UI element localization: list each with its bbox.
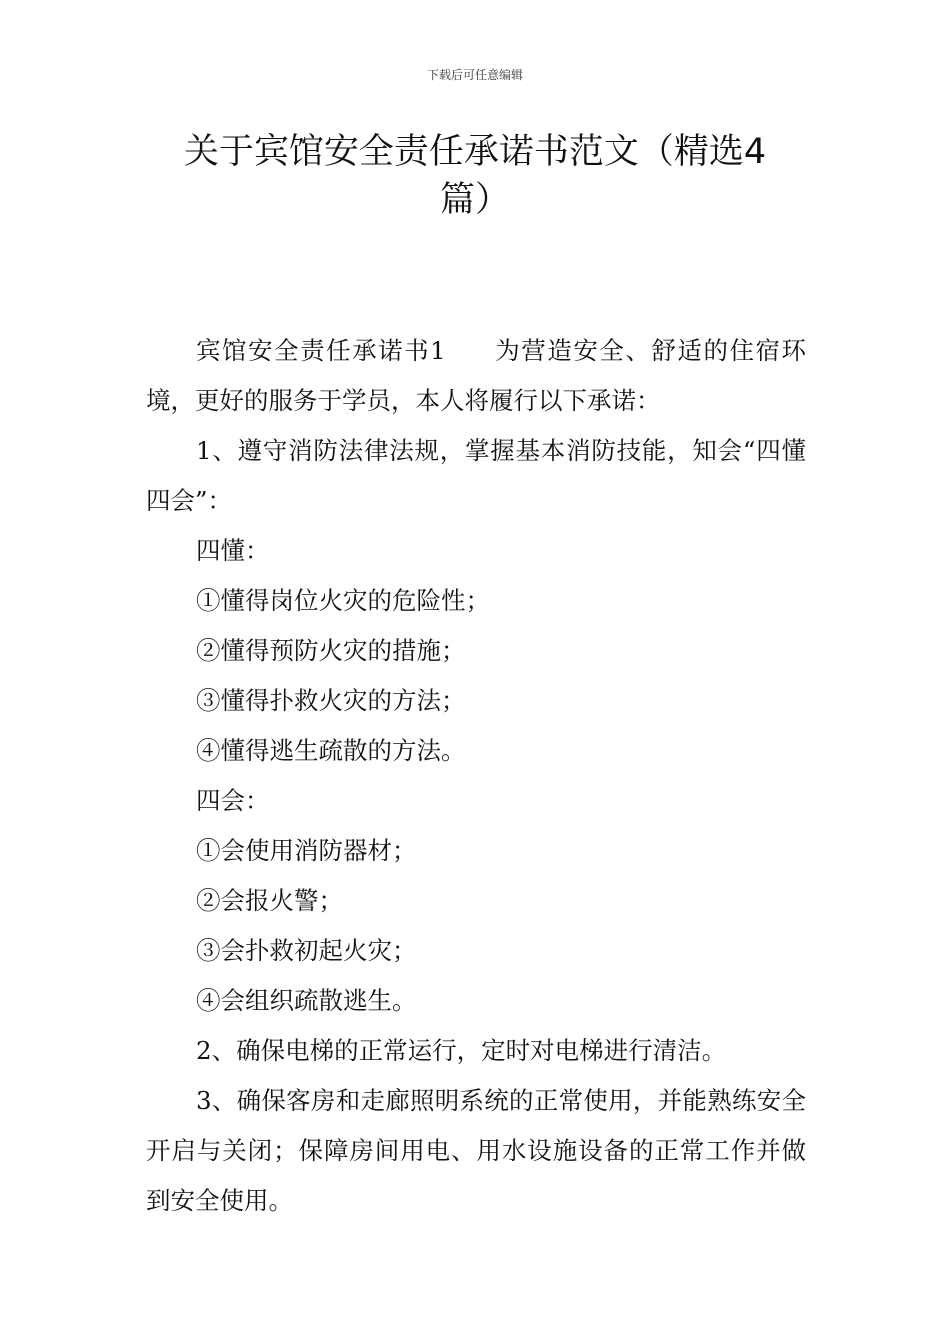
paragraph: ②懂得预防火灾的措施；	[196, 636, 466, 665]
intro-text: 为营造安全、舒适的住宿环境，更好的服务于学员，本人将履行以下承诺：	[146, 336, 806, 415]
document-title	[150, 128, 800, 224]
paragraph: 四会：	[196, 786, 270, 815]
header-note: 下载后可任意编辑	[426, 68, 523, 82]
paragraph: 1、遵守消防法律法规，掌握基本消防技能，知会“四懂四会”：	[146, 436, 806, 515]
paragraph: ③会扑救初起火灾；	[196, 936, 417, 965]
paragraph: ①会使用消防器材；	[196, 836, 417, 865]
title-line-1: 关于宾馆安全责任承诺书范文（精选4	[183, 132, 767, 172]
paragraph: 2、确保电梯的正常运行，定时对电梯进行清洁。	[196, 1036, 727, 1065]
paragraph: ④会组织疏散逃生。	[196, 986, 417, 1015]
paragraph: ③懂得扑救火灾的方法；	[196, 686, 466, 715]
paragraph: ②会报火警；	[196, 886, 343, 915]
paragraph: ④懂得逃生疏散的方法。	[196, 736, 466, 765]
title-line-2: 篇）	[439, 180, 510, 220]
section-heading: 宾馆安全责任承诺书1	[196, 336, 446, 365]
intro-paragraph	[146, 326, 806, 426]
paragraph: 四懂：	[196, 536, 270, 565]
document-body	[146, 326, 806, 1226]
paragraph: ①懂得岗位火灾的危险性；	[196, 586, 490, 615]
paragraph: 3、确保客房和走廊照明系统的正常使用，并能熟练安全开启与关闭；保障房间用电、用水设施设备的正常工作并做到安全使用。	[146, 1086, 806, 1215]
